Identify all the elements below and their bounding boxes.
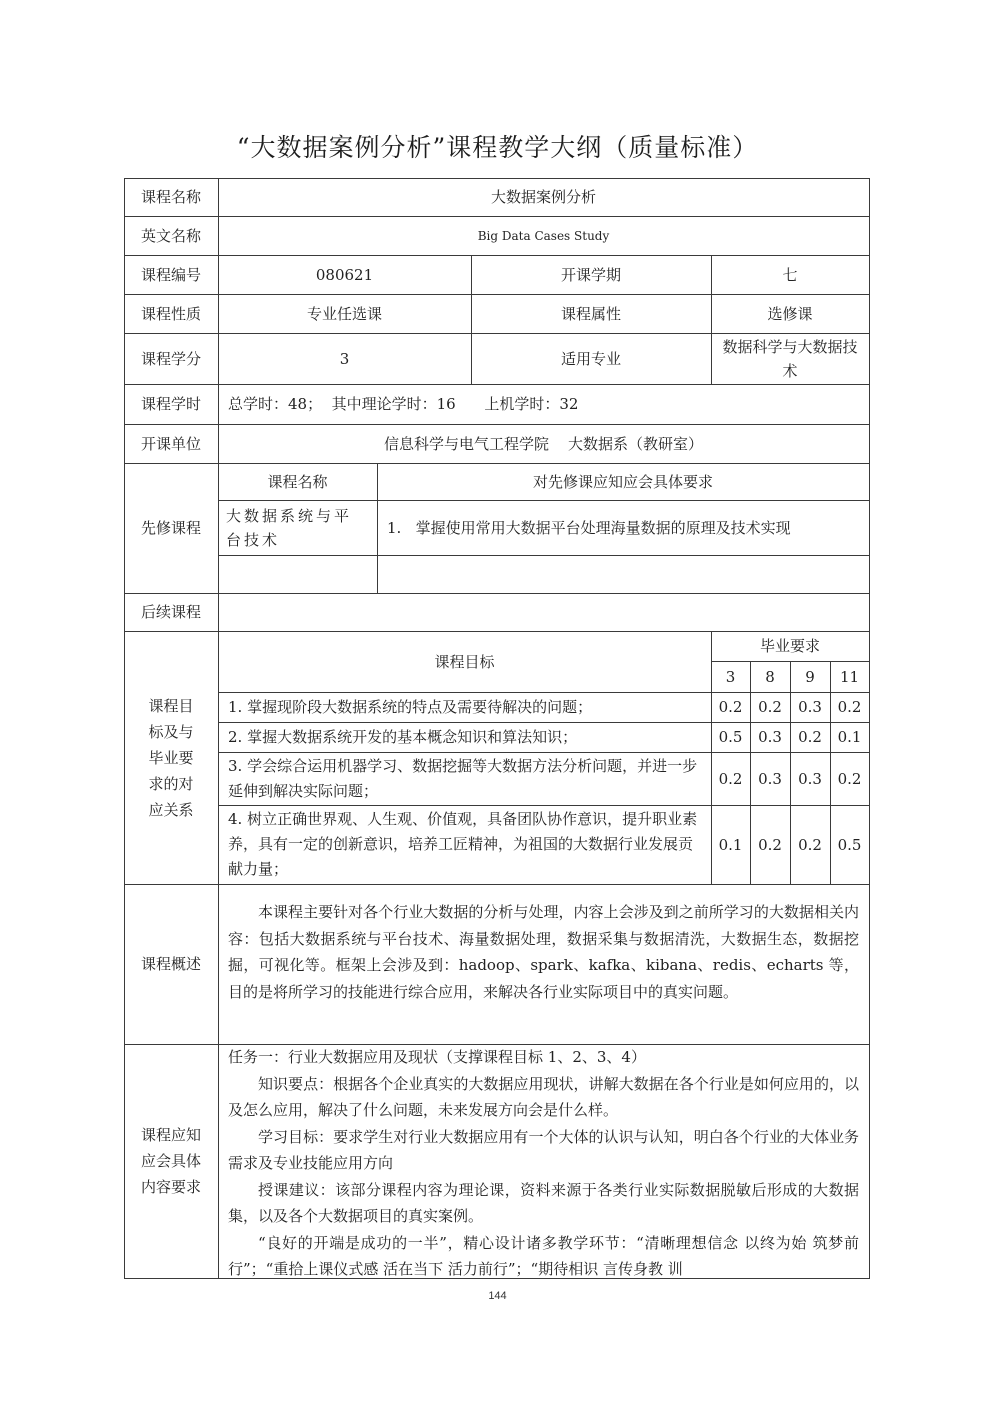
label-content-requirements: 课程应知应会具体内容要求 <box>140 1126 201 1196</box>
knowledge-points: 知识要点：根据各个企业真实的大数据应用现状，讲解大数据在各个行业是如何应用的，以及怎么应用，解决了什么问题，未来发展方向会是什么样。 <box>228 1074 859 1119</box>
follow-up-value <box>218 593 869 631</box>
applicable-major-value: 数据科学与大数据技术 <box>722 337 858 380</box>
graduation-requirements-header: 毕业要求 <box>759 637 820 655</box>
grad-col-header: 11 <box>839 667 860 686</box>
learning-goal: 学习目标：要求学生对行业大数据应用有一个大体的认识与认知，明白各个行业的大体业务需求及专业技能应用方向 <box>228 1127 859 1172</box>
objective-weight: 0.2 <box>758 698 782 716</box>
content-requirements-block <box>218 1044 869 1278</box>
teaching-suggestion: 授课建议：该部分课程内容为理论课，资料来源于各类行业实际数据脱敏后形成的大数据集，以及各个大数据项目的真实案例。 <box>228 1180 859 1225</box>
label-overview: 课程概述 <box>140 955 201 973</box>
objective-weight: 0.3 <box>798 769 822 788</box>
label-semester: 开课学期 <box>560 265 621 284</box>
prereq-empty-requirement <box>377 555 869 593</box>
label-english-name: 英文名称 <box>140 226 201 245</box>
course-name-value: 大数据案例分析 <box>490 188 596 206</box>
grad-col-header: 8 <box>765 667 775 686</box>
label-course-name: 课程名称 <box>140 188 201 206</box>
objective-text: 2. 掌握大数据系统开发的基本概念知识和算法知识； <box>228 728 578 746</box>
objective-weight: 0.2 <box>758 835 782 854</box>
ideological-quote: “良好的开端是成功的一半”，精心设计诸多教学环节：“清晰理想信念 以终为始 筑梦前行”；“重拾上课仪式感 活在当下 活力前行”；“期待相识 言传身教 训 <box>228 1233 859 1278</box>
objective-weight: 0.2 <box>718 698 743 716</box>
objective-weight: 0.2 <box>718 769 743 788</box>
label-prerequisite: 先修课程 <box>140 519 201 537</box>
semester-value: 七 <box>782 265 798 284</box>
prereq-course-requirement: 1. 掌握使用常用大数据平台处理海量数据的原理及技术实现 <box>387 518 791 537</box>
prereq-course-name: 大数据系统与平台技术 <box>226 506 353 549</box>
objective-text: 3. 学会综合运用机器学习、数据挖掘等大数据方法分析问题，并进一步延伸到解决实际问题； <box>228 756 698 800</box>
department-value: 信息科学与电气工程学院 大数据系（教研室） <box>383 434 704 453</box>
prereq-empty-name <box>218 555 377 593</box>
course-credits-value: 3 <box>339 349 350 368</box>
course-attribute-value: 选修课 <box>767 304 813 323</box>
objective-weight: 0.1 <box>837 728 862 746</box>
task-one-heading: 任务一：行业大数据应用及现状（支撑课程目标 1、2、3、4） <box>228 1048 646 1066</box>
label-applicable-major: 适用专业 <box>560 349 621 368</box>
label-follow-up: 后续课程 <box>140 603 201 621</box>
prereq-header-name: 课程名称 <box>267 472 328 491</box>
overview-paragraph: 本课程主要针对各个行业大数据的分析与处理，内容上会涉及到之前所学习的大数据相关内容：包括大数据系统与平台技术、海量数据处理，数据采集与数据清洗，大数据生态，数据挖掘，可视化等。框架上会涉及到：hadoop、spark、kafka、kibana、redis、echarts 等，目的是将所学习的技能进行综合应用，来解决各行业实际项目中的真实问题。 <box>228 903 859 1001</box>
objective-weight: 0.2 <box>837 698 862 716</box>
objective-weight: 0.3 <box>758 769 782 788</box>
objective-weight: 0.5 <box>718 728 743 746</box>
objective-text: 1. 掌握现阶段大数据系统的特点及需要待解决的问题； <box>228 698 593 716</box>
objective-text: 4. 树立正确世界观、人生观、价值观，具备团队协作意识，提升职业素养，具有一定的创新意识，培养工匠精神，为祖国的大数据行业发展贡献力量； <box>228 810 698 878</box>
page-number: 144 <box>488 1290 507 1302</box>
objective-weight: 0.1 <box>718 835 743 854</box>
grad-col-header: 3 <box>725 667 736 686</box>
objective-weight: 0.3 <box>798 698 822 716</box>
grad-col-header: 9 <box>805 667 815 686</box>
label-department: 开课单位 <box>140 434 201 453</box>
objective-weight: 0.2 <box>798 835 822 854</box>
objective-weight: 0.2 <box>837 769 862 788</box>
objective-weight: 0.5 <box>837 835 862 854</box>
label-course-nature: 课程性质 <box>140 304 201 323</box>
label-course-credits: 课程学分 <box>140 349 201 368</box>
label-objectives-relation: 课程目标及与毕业要求的对应关系 <box>148 696 194 819</box>
label-course-code: 课程编号 <box>140 265 201 284</box>
label-course-attribute: 课程属性 <box>560 304 621 323</box>
objective-weight: 0.3 <box>758 728 782 746</box>
course-code-value: 080621 <box>315 265 374 284</box>
course-hours-value: 总学时：48； 其中理论学时：16 上机学时：32 <box>228 395 579 413</box>
objective-weight: 0.2 <box>798 728 822 746</box>
course-nature-value: 专业任选课 <box>306 304 382 323</box>
document-title: “大数据案例分析”课程教学大纲（质量标准） <box>236 133 759 162</box>
label-course-hours: 课程学时 <box>140 395 201 413</box>
english-name-value: Big Data Cases Study <box>477 228 610 243</box>
overview-text-block <box>218 899 869 1005</box>
objectives-header: 课程目标 <box>434 652 495 671</box>
prereq-header-requirement: 对先修课应知应会具体要求 <box>532 472 713 491</box>
